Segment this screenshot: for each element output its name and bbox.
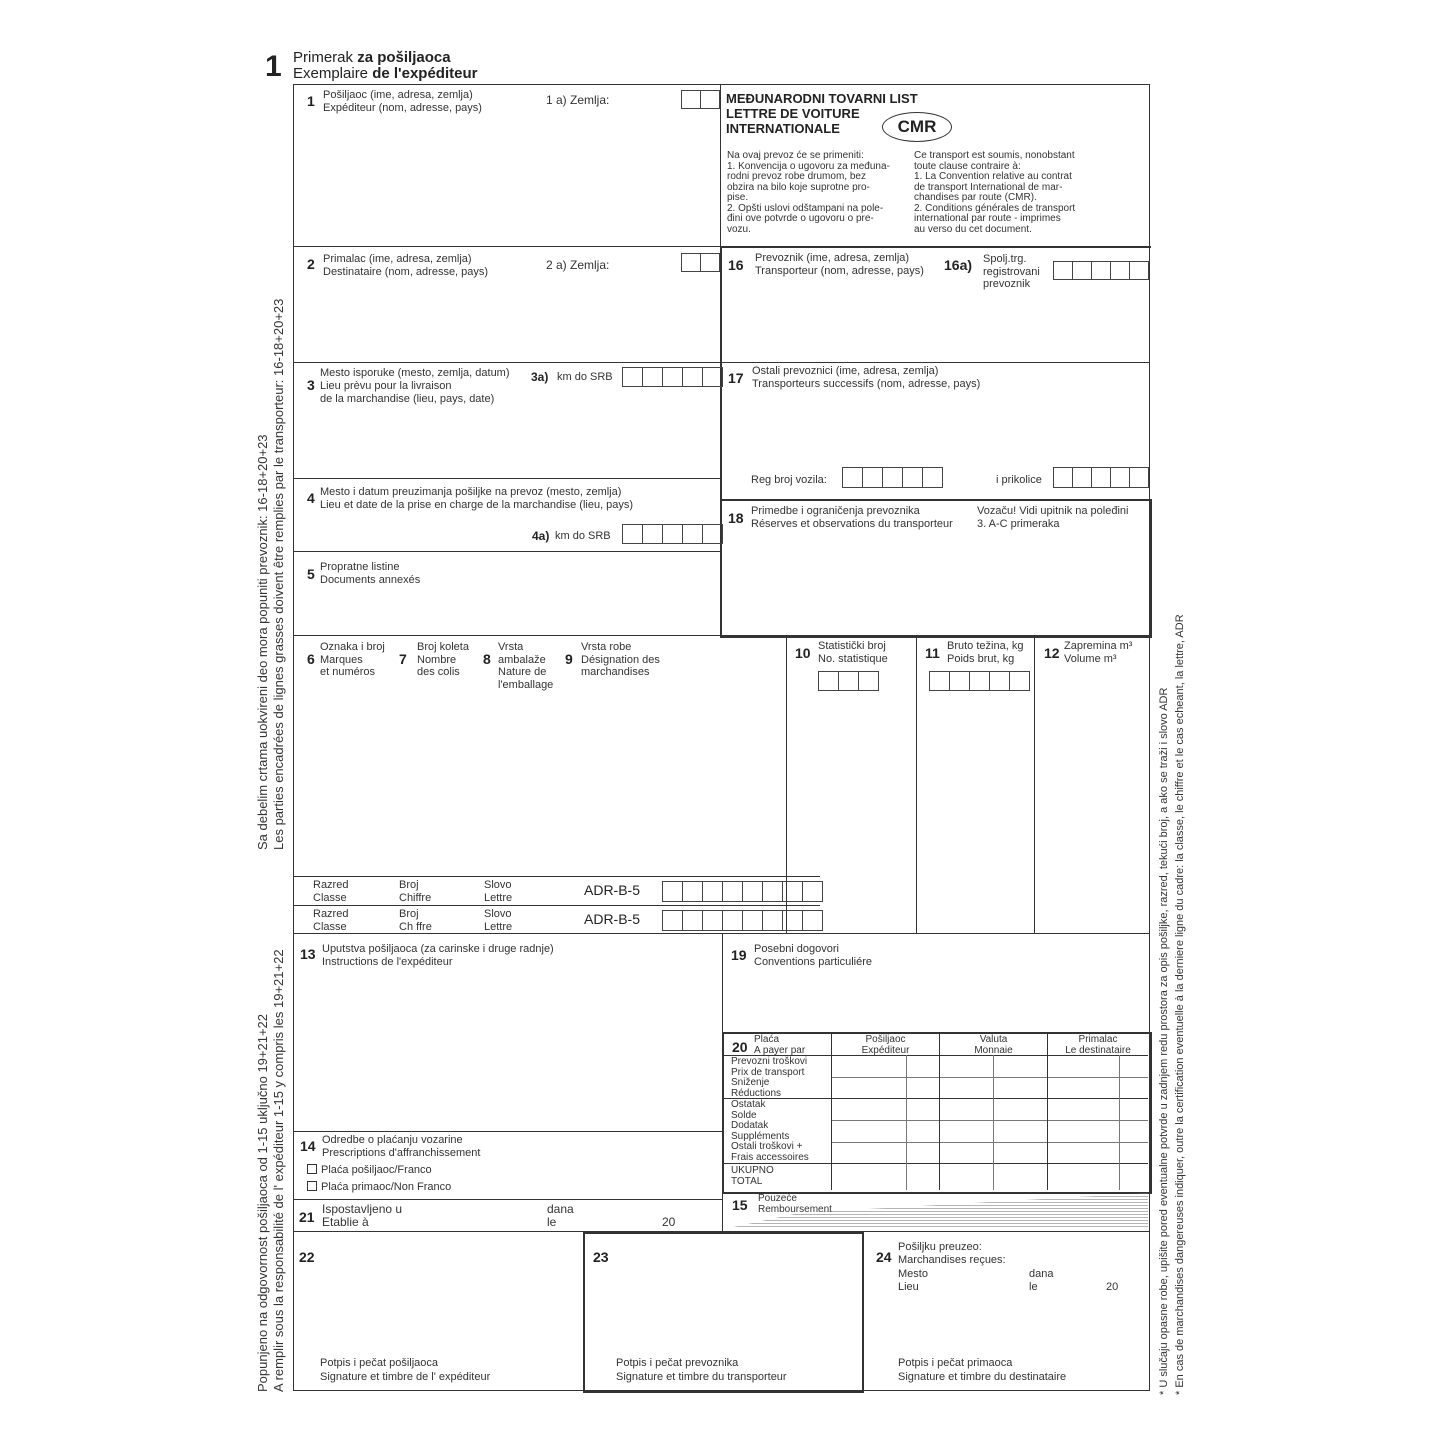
box21-day-label: dana <box>547 1202 574 1216</box>
adr2-code: ADR-B-5 <box>584 911 641 927</box>
box5-label-sr: Propratne listine <box>320 561 400 573</box>
b20-col-receiver-label: Primalac Le destinataire <box>1065 1034 1131 1056</box>
box2-label-fr: Destinataire (nom, adresse, pays) <box>323 266 489 278</box>
b20-row-balance: Ostatak Solde Dodatak Suppléments Ostali troškovi + Frais accessoires <box>731 1099 809 1163</box>
vehicle-reg-cells[interactable] <box>842 467 942 488</box>
divider-3 <box>293 478 721 479</box>
side-note-carrier-fr: Les parties encadrées de lignes grasses doivent être remplies par le transporteur: 16-18+20+23 <box>271 298 286 850</box>
trailer-label: i prikolice <box>996 474 1042 486</box>
box5-label-fr: Documents annexés <box>320 574 421 586</box>
box20-number: 20 <box>732 1039 748 1055</box>
box22-sig-fr: Signature et timbre de l' expéditeur <box>320 1371 491 1383</box>
non-franco-checkbox[interactable] <box>307 1181 317 1191</box>
adr1-cells[interactable] <box>662 881 822 902</box>
driver-note: Vozaču! Vidi upitnik na poleđini <box>977 505 1129 517</box>
divider-14-21 <box>293 1199 722 1200</box>
frame-left <box>293 84 294 1391</box>
divider-4 <box>293 551 721 552</box>
box10-number: 10 <box>795 645 811 661</box>
b20-row-total: UKUPNO TOTAL <box>731 1165 774 1187</box>
adr2-number: Broj Ch ffre <box>399 908 432 933</box>
box1a-label: 1 a) Zemlja: <box>546 93 610 107</box>
box23-number: 23 <box>593 1249 609 1265</box>
side-note-adr-fr: * En cas de marchandises dangereuses indiquer, outre la certification eventuelle à la derniere ligne du cadre: la classe, le chiffre et le cas echeant, la lettre, ADR <box>1174 614 1186 1395</box>
frame-top <box>293 84 1150 85</box>
adr2-cells[interactable] <box>662 910 822 931</box>
box16a-label: Spolj.trg. registrovani prevoznik <box>983 253 1040 290</box>
box16-label-fr: Transporteur (nom, adresse, pays) <box>755 265 924 277</box>
box19-number: 19 <box>731 947 747 963</box>
b20-sub-currency <box>993 1055 994 1190</box>
box3-number: 3 <box>307 377 315 393</box>
box10-label: Statistički broj No. statistique <box>818 640 888 665</box>
b20-col-currency-label: Valuta Monnaie <box>974 1034 1013 1056</box>
box4-label-sr: Mesto i datum preuzimanja pošiljke na prevoz (mesto, zemlja) <box>320 486 622 498</box>
box3-label-fr1: Lieu prèvu pour la livraison <box>320 380 452 392</box>
convention-text-sr: Na ovaj prevoz će se primeniti: 1. Konvencija o ugovoru za međuna- rodni prevoz robe drumom, bez obzira na bilo koje suprotne pro- pise. 2. Opšti uslovi odštampani na pole- đini ove potvrde o ugovoru o pre- vozu. <box>727 150 890 235</box>
b20-row-transport: Prevozni troškovi Prix de transport Sniženje Réductions <box>731 1056 808 1099</box>
box20-header: Plaća A payer par <box>754 1034 806 1056</box>
box12-label: Zapremina m³ Volume m³ <box>1064 640 1133 665</box>
copies-note: 3. A-C primeraka <box>977 518 1060 530</box>
copy-label-fr: Exemplaire de l'expéditeur <box>293 65 478 82</box>
b20-sub-receiver <box>1119 1055 1120 1190</box>
option-franco[interactable]: Plaća pošiljaoc/Franco <box>307 1164 432 1177</box>
box2a-country-cells[interactable] <box>681 253 719 272</box>
box11-label: Bruto težina, kg Poids brut, kg <box>947 640 1024 665</box>
box5-number: 5 <box>307 566 315 582</box>
box19-label-sr: Posebni dogovori <box>754 943 840 955</box>
box9-number: 9 <box>565 651 573 667</box>
box15-label: Pouzeće Remboursement <box>758 1193 832 1215</box>
adr1-code: ADR-B-5 <box>584 882 641 898</box>
box10-cells[interactable] <box>818 671 878 691</box>
franco-checkbox[interactable] <box>307 1164 317 1174</box>
side-note-adr-sr: * U slučaju opasne robe, upišite pored eventualne potvrde u zadnjem redu prostora za opis pošiljke, razred, tekući broj, a ako se traži i slovo ADR <box>1158 687 1170 1395</box>
box2a-label: 2 a) Zemlja: <box>546 258 610 272</box>
box24-number: 24 <box>876 1249 892 1265</box>
b20-col-currency <box>939 1034 940 1190</box>
box24-sig-fr: Signature et timbre du destinataire <box>898 1371 1067 1383</box>
box2-number: 2 <box>307 256 315 272</box>
box23-sig-sr: Potpis i pečat prevoznika <box>616 1357 739 1369</box>
vehicle-reg-label: Reg broj vozila: <box>751 474 827 486</box>
box3a-number: 3a) <box>531 370 549 384</box>
copy-label-sr: Primerak za pošiljaoca <box>293 49 451 66</box>
box18-label-fr: Réserves et observations du transporteur <box>751 518 953 530</box>
box24-day-label: dana <box>1029 1268 1054 1280</box>
box6-number: 6 <box>307 651 315 667</box>
side-note-sender-sr: Popunjeno na odgovornost pošiljaoca od 1-15 uključno 19+21+22 <box>255 1013 270 1392</box>
box14-number: 14 <box>300 1138 316 1154</box>
adr2-letter: Slovo Lettre <box>484 908 513 933</box>
b20-sub-sender <box>906 1055 907 1190</box>
divider-13-14 <box>293 1131 722 1132</box>
box1-label-fr: Expéditeur (nom, adresse, pays) <box>323 102 482 114</box>
box16a-cells[interactable] <box>1053 261 1148 280</box>
box3a-label: km do SRB <box>557 371 613 383</box>
box13-label-fr: Instructions de l'expéditeur <box>322 956 453 968</box>
divider-adr-top <box>293 876 820 877</box>
box16a-number: 16a) <box>944 257 973 273</box>
box24-label-fr: Marchandises reçues: <box>898 1254 1006 1266</box>
b20-col-sender <box>831 1034 832 1190</box>
convention-text-fr: Ce transport est soumis, nonobstant toute clause contraire à: 1. La Convention relative au contrat de transport International de mar- chandises par route (CMR). 2. Conditions générales de transport international par route - imprimes au verso du cet document. <box>914 150 1076 235</box>
copy-number: 1 <box>265 50 282 83</box>
box17-label-sr: Ostali prevoznici (ime, adresa, zemlja) <box>752 365 939 377</box>
box11-number: 11 <box>925 645 940 661</box>
b20-line-row2 <box>724 1163 1148 1164</box>
box7-number: 7 <box>399 651 407 667</box>
box6-label: Oznaka i broj Marques et numéros <box>320 641 385 678</box>
box9-label: Vrsta robe Désignation des marchandises <box>581 641 660 678</box>
box4-number: 4 <box>307 490 315 506</box>
box4a-number: 4a) <box>532 529 550 543</box>
form-title: MEĐUNARODNI TOVARNI LIST LETTRE DE VOITURE INTERNATIONALE <box>726 91 918 136</box>
box23-sig-fr: Signature et timbre du transporteur <box>616 1371 787 1383</box>
option-non-franco[interactable]: Plaća primaoc/Non Franco <box>307 1181 451 1194</box>
box17-label-fr: Transporteurs successifs (nom, adresse, pays) <box>752 378 981 390</box>
box8-number: 8 <box>483 651 491 667</box>
b20-line-sub2 <box>831 1120 1148 1121</box>
box21-label-sr: Ispostavljeno u <box>322 1202 403 1216</box>
b20-col-receiver <box>1047 1034 1048 1190</box>
box13-number: 13 <box>300 946 316 962</box>
box13-label-sr: Uputstva pošiljaoca (za carinske i druge radnje) <box>322 943 554 955</box>
box3-label-sr: Mesto isporuke (mesto, zemlja, datum) <box>320 367 510 379</box>
adr1-letter: Slovo Lettre <box>484 879 513 904</box>
box22-number: 22 <box>299 1249 315 1265</box>
side-note-sender-fr: A remplir sous la responsabilité de l' expéditeur 1-15 y compris les 19+21+22 <box>271 949 286 1392</box>
box24-label-sr: Pošiljku preuzeo: <box>898 1241 982 1253</box>
box22-sig-sr: Potpis i pečat pošiljaoca <box>320 1357 439 1369</box>
box3-label-fr2: de la marchandise (lieu, pays, date) <box>320 393 495 405</box>
box4-label-fr: Lieu et date de la prise en charge de la marchandise (lieu, pays) <box>320 499 634 511</box>
side-note-carrier-sr: Sa debelim crtama uokvireni deo mora popuniti prevoznik: 16-18+20+23 <box>255 434 270 850</box>
box8-label: Vrsta ambalaže Nature de l'emballage <box>498 641 554 691</box>
box21-label-fr: Etablie à <box>322 1215 369 1229</box>
box4a-label: km do SRB <box>555 530 611 542</box>
box24-place-fr: Lieu <box>898 1281 919 1293</box>
box21-le-label: le <box>547 1215 557 1229</box>
divider-col11 <box>916 635 917 933</box>
box21-year: 20 <box>662 1215 676 1229</box>
b20-line-sub3 <box>831 1142 1148 1143</box>
box21-number: 21 <box>299 1209 315 1225</box>
cmr-badge: CMR <box>882 112 952 142</box>
box24-le-label: le <box>1029 1281 1038 1293</box>
box1-number: 1 <box>307 93 315 109</box>
box24-year: 20 <box>1106 1281 1119 1293</box>
b20-col-sender-label: Pošiljaoc Expéditeur <box>861 1034 910 1056</box>
box3a-km-cells[interactable] <box>622 367 722 387</box>
box12-number: 12 <box>1044 645 1060 661</box>
box14-label-fr: Prescriptions d'affranchissement <box>322 1147 481 1159</box>
box1a-country-cells[interactable] <box>681 90 719 109</box>
adr1-class: Razred Classe <box>313 879 349 904</box>
divider-col12 <box>1034 635 1035 933</box>
box11-cells[interactable] <box>929 671 1029 691</box>
adr1-number: Broj Chiffre <box>399 879 432 904</box>
box19-label-fr: Conventions particuliére <box>754 956 873 968</box>
box1-label-sr: Pošiljaoc (ime, adresa, zemlja) <box>323 89 473 101</box>
box18-number: 18 <box>728 510 744 526</box>
box16-label-sr: Prevoznik (ime, adresa, zemlja) <box>755 252 910 264</box>
box15-number: 15 <box>732 1197 748 1213</box>
box17-number: 17 <box>728 370 744 386</box>
b20-line-sub1 <box>831 1077 1148 1078</box>
box18-label-sr: Primedbe i ograničenja prevoznika <box>751 505 920 517</box>
box14-label-sr: Odredbe o plaćanju vozarine <box>322 1134 463 1146</box>
box2-label-sr: Primalac (ime, adresa, zemlja) <box>323 253 472 265</box>
box16-number: 16 <box>728 257 744 273</box>
adr2-class: Razred Classe <box>313 908 349 933</box>
box7-label: Broj koleta Nombre des colis <box>417 641 469 678</box>
trailer-reg-cells[interactable] <box>1053 467 1148 488</box>
box24-sig-sr: Potpis i pečat primaoca <box>898 1357 1013 1369</box>
box4a-km-cells[interactable] <box>622 524 722 544</box>
divider-adr-mid <box>293 905 820 906</box>
box24-place-sr: Mesto <box>898 1268 928 1280</box>
